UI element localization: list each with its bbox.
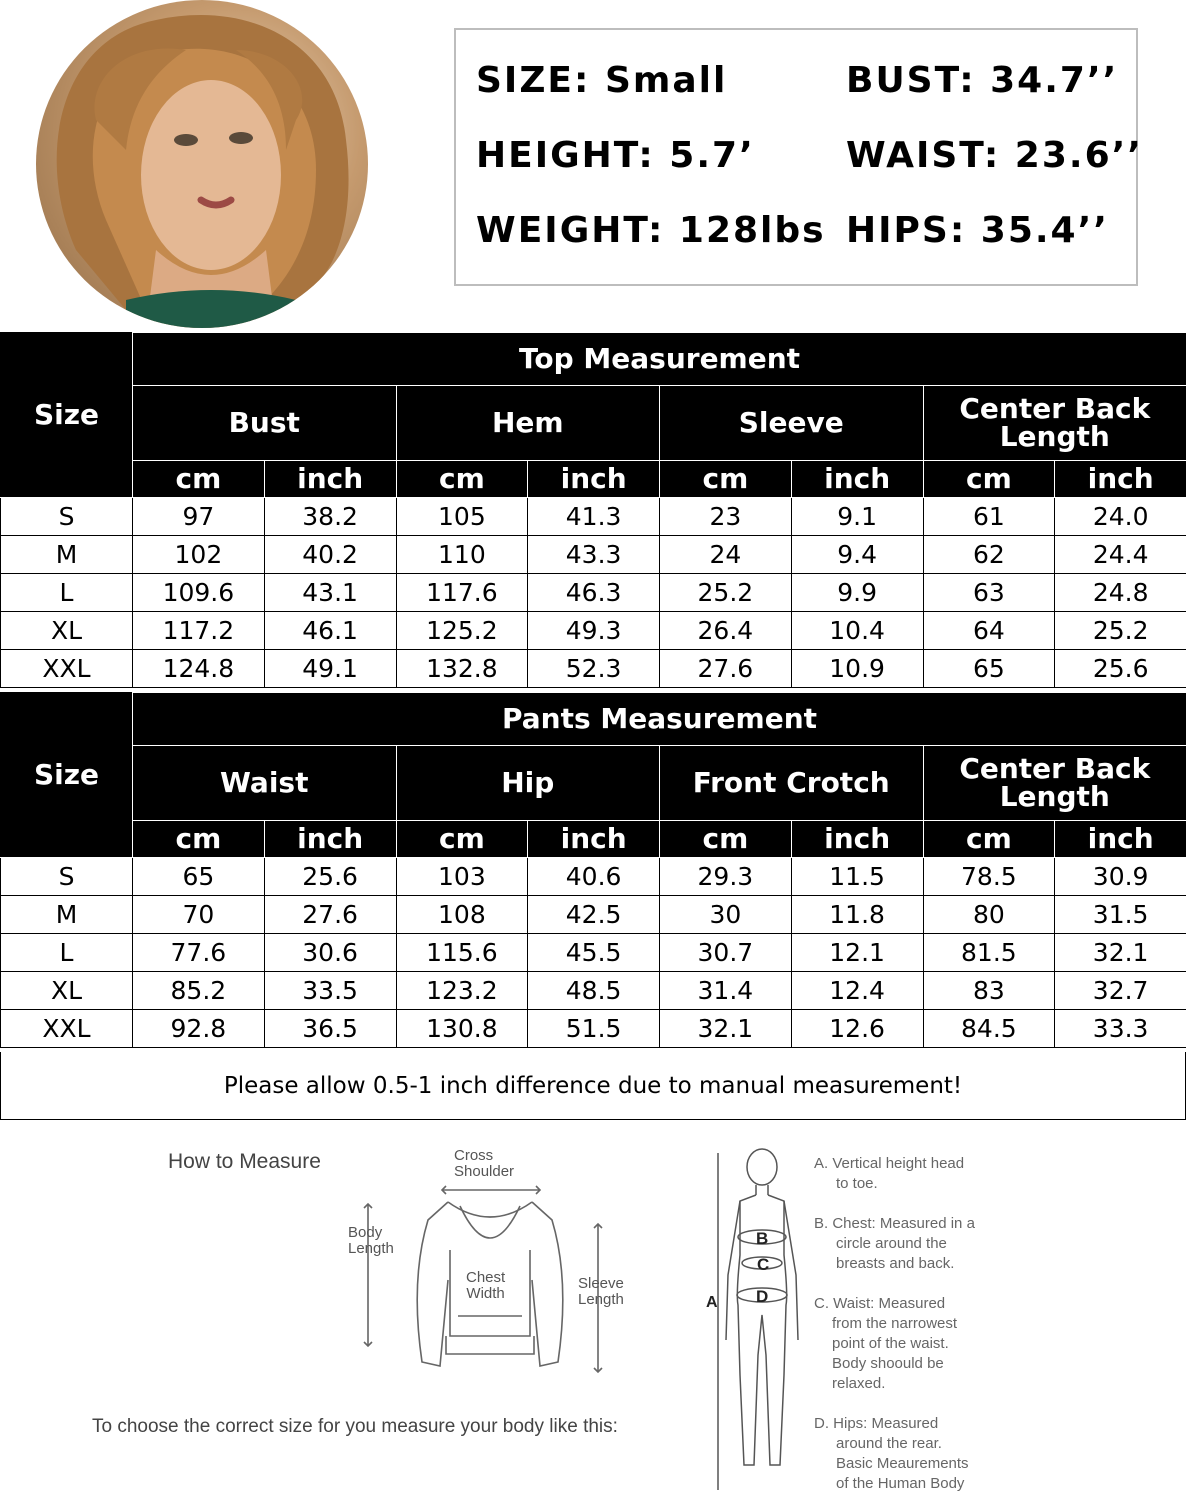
unit-header: inch	[1055, 821, 1186, 858]
how-to-measure-footer: To choose the correct size for you measure your body like this:	[92, 1416, 618, 1437]
size-cell: S	[1, 498, 133, 536]
value-cell: 25.6	[264, 858, 396, 896]
value-cell: 12.6	[791, 1010, 923, 1048]
marker-c: C	[757, 1255, 770, 1274]
value-cell: 77.6	[133, 934, 265, 972]
size-cell: M	[1, 896, 133, 934]
measurement-note: Please allow 0.5-1 inch difference due to manual measurement!	[0, 1052, 1186, 1120]
table-row	[1, 612, 1186, 650]
table-title: Top Measurement	[133, 333, 1186, 386]
value-cell: 40.6	[528, 858, 660, 896]
group-header: Center Back Length	[923, 386, 1186, 461]
value-cell: 30.6	[264, 934, 396, 972]
value-cell: 49.3	[528, 612, 660, 650]
size-cell: M	[1, 536, 133, 574]
table-row	[1, 972, 1186, 1010]
value-cell: 125.2	[396, 612, 528, 650]
value-cell: 9.9	[791, 574, 923, 612]
unit-header: inch	[528, 461, 660, 498]
table-row	[1, 650, 1186, 688]
unit-header: cm	[396, 461, 528, 498]
size-cell: L	[1, 934, 133, 972]
value-cell: 30.7	[660, 934, 792, 972]
cross-shoulder-label: Cross Shoulder	[454, 1147, 515, 1180]
value-cell: 92.8	[133, 1010, 265, 1048]
value-cell: 33.5	[264, 972, 396, 1010]
value-cell: 85.2	[133, 972, 265, 1010]
value-cell: 124.8	[133, 650, 265, 688]
value-cell: 109.6	[133, 574, 265, 612]
note-c: C. Waist: Measured from the narrowest point of the waist. Body shoould be relaxed.	[814, 1295, 958, 1392]
model-hips: HIPS: 35.4’’	[846, 210, 1109, 251]
group-header: Sleeve	[660, 386, 924, 461]
model-weight: WEIGHT: 128lbs	[476, 210, 826, 251]
size-cell: S	[1, 858, 133, 896]
value-cell: 10.4	[791, 612, 923, 650]
value-cell: 46.3	[528, 574, 660, 612]
table-row	[1, 574, 1186, 612]
value-cell: 9.4	[791, 536, 923, 574]
value-cell: 65	[923, 650, 1055, 688]
value-cell: 51.5	[528, 1010, 660, 1048]
value-cell: 84.5	[923, 1010, 1055, 1048]
unit-header: cm	[660, 461, 792, 498]
value-cell: 132.8	[396, 650, 528, 688]
value-cell: 9.1	[791, 498, 923, 536]
size-cell: XL	[1, 612, 133, 650]
value-cell: 81.5	[923, 934, 1055, 972]
value-cell: 32.7	[1055, 972, 1186, 1010]
sleeve-length-label: Sleeve Length	[578, 1275, 624, 1308]
value-cell: 27.6	[264, 896, 396, 934]
value-cell: 97	[133, 498, 265, 536]
value-cell: 70	[133, 896, 265, 934]
value-cell: 45.5	[528, 934, 660, 972]
value-cell: 10.9	[791, 650, 923, 688]
unit-header: cm	[133, 821, 265, 858]
value-cell: 43.3	[528, 536, 660, 574]
model-stats-box	[454, 28, 1143, 286]
value-cell: 11.8	[791, 896, 923, 934]
model-waist: WAIST: 23.6’’	[846, 135, 1143, 176]
body-diagram	[700, 1145, 810, 1500]
value-cell: 31.4	[660, 972, 792, 1010]
value-cell: 80	[923, 896, 1055, 934]
value-cell: 24.0	[1055, 498, 1186, 536]
unit-header: cm	[396, 821, 528, 858]
size-cell: XXL	[1, 650, 133, 688]
value-cell: 61	[923, 498, 1055, 536]
unit-header: cm	[923, 821, 1055, 858]
value-cell: 36.5	[264, 1010, 396, 1048]
how-to-measure-title: How to Measure	[168, 1150, 321, 1173]
value-cell: 105	[396, 498, 528, 536]
unit-row	[1, 821, 1186, 858]
value-cell: 12.4	[791, 972, 923, 1010]
value-cell: 65	[133, 858, 265, 896]
marker-d: D	[756, 1287, 769, 1306]
unit-header: inch	[264, 821, 396, 858]
value-cell: 40.2	[264, 536, 396, 574]
value-cell: 64	[923, 612, 1055, 650]
group-header: Center Back Length	[923, 746, 1186, 821]
size-header: Size	[1, 333, 133, 498]
group-header: Front Crotch	[660, 746, 924, 821]
value-cell: 102	[133, 536, 265, 574]
value-cell: 30.9	[1055, 858, 1186, 896]
value-cell: 63	[923, 574, 1055, 612]
value-cell: 24.4	[1055, 536, 1186, 574]
value-cell: 27.6	[660, 650, 792, 688]
value-cell: 46.1	[264, 612, 396, 650]
value-cell: 38.2	[264, 498, 396, 536]
unit-row	[1, 461, 1186, 498]
unit-header: inch	[1055, 461, 1186, 498]
value-cell: 32.1	[660, 1010, 792, 1048]
value-cell: 83	[923, 972, 1055, 1010]
table-title: Pants Measurement	[133, 693, 1186, 746]
value-cell: 23	[660, 498, 792, 536]
value-cell: 110	[396, 536, 528, 574]
marker-a: A	[706, 1294, 718, 1311]
value-cell: 41.3	[528, 498, 660, 536]
value-cell: 29.3	[660, 858, 792, 896]
value-cell: 33.3	[1055, 1010, 1186, 1048]
value-cell: 108	[396, 896, 528, 934]
value-cell: 25.2	[1055, 612, 1186, 650]
value-cell: 130.8	[396, 1010, 528, 1048]
value-cell: 117.2	[133, 612, 265, 650]
value-cell: 123.2	[396, 972, 528, 1010]
unit-header: cm	[660, 821, 792, 858]
model-size: SIZE: Small	[476, 60, 728, 101]
table-row	[1, 1010, 1186, 1048]
group-header: Hem	[396, 386, 660, 461]
marker-b: B	[756, 1229, 769, 1248]
table-row	[1, 896, 1186, 934]
value-cell: 42.5	[528, 896, 660, 934]
group-header: Hip	[396, 746, 660, 821]
unit-header: cm	[133, 461, 265, 498]
top-measurement-table	[0, 332, 1186, 688]
group-header: Waist	[133, 746, 397, 821]
model-bust: BUST: 34.7’’	[846, 60, 1119, 101]
size-cell: L	[1, 574, 133, 612]
table-row	[1, 858, 1186, 896]
value-cell: 24.8	[1055, 574, 1186, 612]
note-d: D. Hips: Measured around the rear. Basic Meaurements of the Human Body	[814, 1415, 969, 1492]
unit-header: cm	[923, 461, 1055, 498]
model-photo	[36, 0, 368, 328]
size-cell: XXL	[1, 1010, 133, 1048]
table-row	[1, 498, 1186, 536]
value-cell: 103	[396, 858, 528, 896]
value-cell: 31.5	[1055, 896, 1186, 934]
note-b: B. Chest: Measured in a circle around the breasts and back.	[814, 1215, 975, 1272]
value-cell: 78.5	[923, 858, 1055, 896]
pants-measurement-table	[0, 692, 1186, 1048]
value-cell: 25.6	[1055, 650, 1186, 688]
size-cell: XL	[1, 972, 133, 1010]
group-header: Bust	[133, 386, 397, 461]
value-cell: 117.6	[396, 574, 528, 612]
unit-header: inch	[264, 461, 396, 498]
body-length-label: Body Length	[348, 1224, 394, 1257]
model-height: HEIGHT: 5.7’	[476, 135, 755, 176]
value-cell: 24	[660, 536, 792, 574]
value-cell: 30	[660, 896, 792, 934]
table-row	[1, 536, 1186, 574]
size-header: Size	[1, 693, 133, 858]
value-cell: 52.3	[528, 650, 660, 688]
unit-header: inch	[528, 821, 660, 858]
value-cell: 11.5	[791, 858, 923, 896]
table-row	[1, 934, 1186, 972]
value-cell: 115.6	[396, 934, 528, 972]
note-a: A. Vertical height head to toe.	[814, 1155, 965, 1192]
value-cell: 49.1	[264, 650, 396, 688]
unit-header: inch	[791, 461, 923, 498]
unit-header: inch	[791, 821, 923, 858]
value-cell: 48.5	[528, 972, 660, 1010]
value-cell: 12.1	[791, 934, 923, 972]
chest-width-label: Chest Width	[466, 1269, 506, 1302]
value-cell: 43.1	[264, 574, 396, 612]
value-cell: 26.4	[660, 612, 792, 650]
value-cell: 62	[923, 536, 1055, 574]
value-cell: 32.1	[1055, 934, 1186, 972]
value-cell: 25.2	[660, 574, 792, 612]
